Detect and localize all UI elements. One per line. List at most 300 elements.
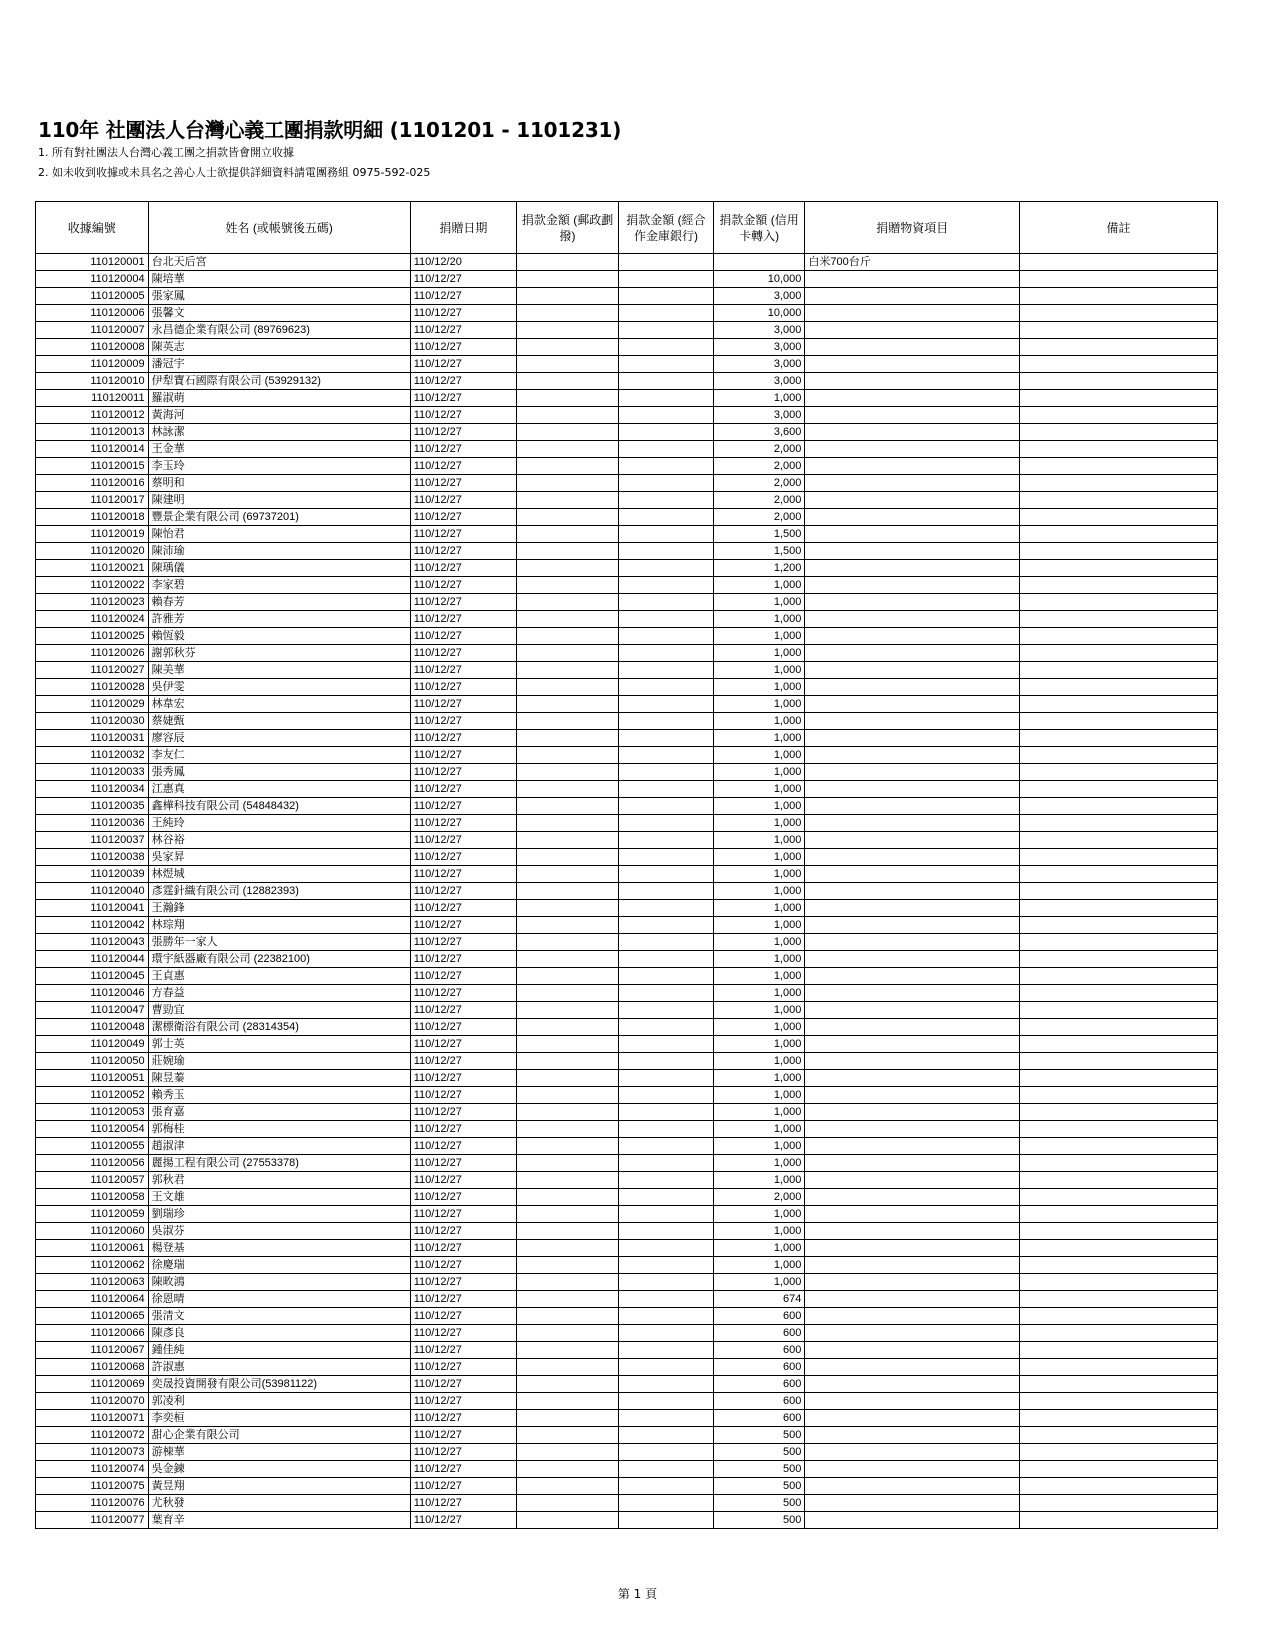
cell-name: 陳瑀儀 xyxy=(148,560,410,577)
header-amount-postal: 捐款金額 (郵政劃撥) xyxy=(516,202,618,254)
cell-remarks xyxy=(1020,1427,1218,1444)
table-row xyxy=(36,628,1218,645)
cell-amount-card: 3,000 xyxy=(713,339,805,356)
cell-remarks xyxy=(1020,1359,1218,1376)
cell-receipt-no: 110120019 xyxy=(36,526,149,543)
cell-amount-card: 1,000 xyxy=(713,849,805,866)
cell-amount-postal xyxy=(516,917,618,934)
table-row xyxy=(36,1325,1218,1342)
cell-date: 110/12/27 xyxy=(410,1359,516,1376)
table-row xyxy=(36,373,1218,390)
cell-date: 110/12/27 xyxy=(410,747,516,764)
cell-remarks xyxy=(1020,577,1218,594)
cell-amount-postal xyxy=(516,322,618,339)
cell-amount-postal xyxy=(516,509,618,526)
cell-amount-bank xyxy=(619,645,714,662)
cell-amount-card: 3,000 xyxy=(713,373,805,390)
table-row xyxy=(36,1240,1218,1257)
cell-date: 110/12/27 xyxy=(410,424,516,441)
cell-amount-bank xyxy=(619,254,714,271)
cell-amount-bank xyxy=(619,1070,714,1087)
table-row xyxy=(36,407,1218,424)
cell-amount-bank xyxy=(619,1478,714,1495)
header-goods: 捐贈物資項目 xyxy=(805,202,1020,254)
table-row xyxy=(36,849,1218,866)
table-row xyxy=(36,1410,1218,1427)
cell-amount-postal xyxy=(516,1478,618,1495)
cell-date: 110/12/27 xyxy=(410,1308,516,1325)
cell-name: 環宇紙器廠有限公司 (22382100) xyxy=(148,951,410,968)
cell-goods xyxy=(805,322,1020,339)
cell-amount-bank xyxy=(619,1257,714,1274)
cell-receipt-no: 110120049 xyxy=(36,1036,149,1053)
cell-date: 110/12/27 xyxy=(410,1257,516,1274)
table-row xyxy=(36,577,1218,594)
cell-name: 伊犁寶石國際有限公司 (53929132) xyxy=(148,373,410,390)
cell-receipt-no: 110120006 xyxy=(36,305,149,322)
table-row xyxy=(36,356,1218,373)
cell-receipt-no: 110120039 xyxy=(36,866,149,883)
table-row xyxy=(36,730,1218,747)
cell-goods xyxy=(805,1002,1020,1019)
cell-date: 110/12/27 xyxy=(410,1087,516,1104)
cell-date: 110/12/27 xyxy=(410,883,516,900)
cell-amount-bank xyxy=(619,1121,714,1138)
cell-amount-card: 500 xyxy=(713,1461,805,1478)
cell-goods: 白米700台斤 xyxy=(805,254,1020,271)
cell-receipt-no: 110120026 xyxy=(36,645,149,662)
cell-amount-bank xyxy=(619,1308,714,1325)
table-row xyxy=(36,764,1218,781)
cell-date: 110/12/27 xyxy=(410,1019,516,1036)
cell-receipt-no: 110120035 xyxy=(36,798,149,815)
cell-amount-bank xyxy=(619,492,714,509)
cell-amount-postal xyxy=(516,781,618,798)
cell-name: 張勝年一家人 xyxy=(148,934,410,951)
cell-name: 徐恩晴 xyxy=(148,1291,410,1308)
cell-date: 110/12/27 xyxy=(410,1138,516,1155)
cell-date: 110/12/27 xyxy=(410,288,516,305)
table-row xyxy=(36,1512,1218,1529)
cell-goods xyxy=(805,1053,1020,1070)
cell-name: 王文雄 xyxy=(148,1189,410,1206)
cell-goods xyxy=(805,662,1020,679)
cell-receipt-no: 110120005 xyxy=(36,288,149,305)
cell-goods xyxy=(805,475,1020,492)
cell-receipt-no: 110120070 xyxy=(36,1393,149,1410)
cell-amount-postal xyxy=(516,1155,618,1172)
cell-amount-card: 1,000 xyxy=(713,951,805,968)
cell-amount-card: 500 xyxy=(713,1427,805,1444)
cell-date: 110/12/27 xyxy=(410,492,516,509)
cell-name: 尤秋發 xyxy=(148,1495,410,1512)
cell-date: 110/12/27 xyxy=(410,543,516,560)
cell-receipt-no: 110120056 xyxy=(36,1155,149,1172)
cell-amount-card: 1,500 xyxy=(713,526,805,543)
table-row xyxy=(36,1376,1218,1393)
table-row xyxy=(36,1172,1218,1189)
cell-receipt-no: 110120036 xyxy=(36,815,149,832)
cell-receipt-no: 110120015 xyxy=(36,458,149,475)
cell-goods xyxy=(805,781,1020,798)
cell-remarks xyxy=(1020,1410,1218,1427)
cell-name: 張育嘉 xyxy=(148,1104,410,1121)
cell-date: 110/12/27 xyxy=(410,339,516,356)
table-row xyxy=(36,1359,1218,1376)
cell-name: 趙淑津 xyxy=(148,1138,410,1155)
cell-amount-postal xyxy=(516,1512,618,1529)
cell-amount-card: 600 xyxy=(713,1410,805,1427)
cell-remarks xyxy=(1020,373,1218,390)
cell-name: 羅淑萌 xyxy=(148,390,410,407)
cell-name: 徐慶瑞 xyxy=(148,1257,410,1274)
cell-amount-postal xyxy=(516,611,618,628)
cell-goods xyxy=(805,441,1020,458)
cell-amount-bank xyxy=(619,611,714,628)
cell-amount-bank xyxy=(619,798,714,815)
cell-remarks xyxy=(1020,441,1218,458)
table-row xyxy=(36,985,1218,1002)
cell-amount-card: 1,000 xyxy=(713,1223,805,1240)
cell-goods xyxy=(805,713,1020,730)
cell-amount-postal xyxy=(516,832,618,849)
cell-remarks xyxy=(1020,934,1218,951)
cell-amount-bank xyxy=(619,339,714,356)
cell-receipt-no: 110120018 xyxy=(36,509,149,526)
cell-amount-bank xyxy=(619,866,714,883)
cell-receipt-no: 110120042 xyxy=(36,917,149,934)
cell-date: 110/12/27 xyxy=(410,900,516,917)
table-row xyxy=(36,781,1218,798)
cell-amount-card: 1,000 xyxy=(713,1019,805,1036)
cell-name: 郭士英 xyxy=(148,1036,410,1053)
cell-amount-postal xyxy=(516,407,618,424)
cell-amount-card: 500 xyxy=(713,1495,805,1512)
cell-amount-bank xyxy=(619,424,714,441)
cell-name: 王瀚鋒 xyxy=(148,900,410,917)
cell-amount-postal xyxy=(516,254,618,271)
table-row xyxy=(36,1053,1218,1070)
cell-amount-bank xyxy=(619,526,714,543)
cell-date: 110/12/27 xyxy=(410,373,516,390)
cell-goods xyxy=(805,543,1020,560)
cell-name: 陳沛瑜 xyxy=(148,543,410,560)
cell-amount-bank xyxy=(619,1053,714,1070)
cell-goods xyxy=(805,1155,1020,1172)
cell-receipt-no: 110120072 xyxy=(36,1427,149,1444)
table-row xyxy=(36,934,1218,951)
cell-name: 吳金鍊 xyxy=(148,1461,410,1478)
table-row xyxy=(36,560,1218,577)
cell-name: 李玉玲 xyxy=(148,458,410,475)
cell-receipt-no: 110120062 xyxy=(36,1257,149,1274)
cell-amount-card: 1,000 xyxy=(713,390,805,407)
cell-amount-postal xyxy=(516,1410,618,1427)
cell-amount-bank xyxy=(619,1274,714,1291)
cell-amount-bank xyxy=(619,356,714,373)
cell-goods xyxy=(805,730,1020,747)
cell-amount-card: 1,000 xyxy=(713,1002,805,1019)
cell-goods xyxy=(805,373,1020,390)
cell-amount-postal xyxy=(516,1019,618,1036)
cell-remarks xyxy=(1020,254,1218,271)
cell-amount-bank xyxy=(619,1325,714,1342)
cell-goods xyxy=(805,764,1020,781)
cell-amount-card: 1,000 xyxy=(713,747,805,764)
cell-remarks xyxy=(1020,900,1218,917)
cell-amount-postal xyxy=(516,764,618,781)
cell-amount-card: 600 xyxy=(713,1393,805,1410)
cell-date: 110/12/27 xyxy=(410,305,516,322)
cell-amount-bank xyxy=(619,1444,714,1461)
table-row xyxy=(36,883,1218,900)
cell-remarks xyxy=(1020,1070,1218,1087)
cell-name: 郭秋君 xyxy=(148,1172,410,1189)
cell-date: 110/12/27 xyxy=(410,713,516,730)
cell-receipt-no: 110120008 xyxy=(36,339,149,356)
cell-amount-postal xyxy=(516,1223,618,1240)
cell-goods xyxy=(805,1087,1020,1104)
cell-amount-bank xyxy=(619,1189,714,1206)
cell-receipt-no: 110120010 xyxy=(36,373,149,390)
cell-name: 李奕桓 xyxy=(148,1410,410,1427)
cell-goods xyxy=(805,1308,1020,1325)
header-remarks: 備註 xyxy=(1020,202,1218,254)
cell-amount-card: 3,000 xyxy=(713,288,805,305)
cell-goods xyxy=(805,1512,1020,1529)
cell-goods xyxy=(805,798,1020,815)
cell-remarks xyxy=(1020,1444,1218,1461)
cell-date: 110/12/27 xyxy=(410,934,516,951)
cell-amount-bank xyxy=(619,1495,714,1512)
cell-amount-postal xyxy=(516,1291,618,1308)
cell-remarks xyxy=(1020,1138,1218,1155)
cell-amount-bank xyxy=(619,815,714,832)
cell-receipt-no: 110120020 xyxy=(36,543,149,560)
cell-date: 110/12/27 xyxy=(410,1376,516,1393)
cell-date: 110/12/27 xyxy=(410,1240,516,1257)
cell-remarks xyxy=(1020,662,1218,679)
cell-remarks xyxy=(1020,1478,1218,1495)
cell-amount-bank xyxy=(619,390,714,407)
cell-amount-card: 10,000 xyxy=(713,271,805,288)
cell-name: 甜心企業有限公司 xyxy=(148,1427,410,1444)
table-row xyxy=(36,1444,1218,1461)
cell-date: 110/12/27 xyxy=(410,628,516,645)
cell-amount-bank xyxy=(619,713,714,730)
cell-date: 110/12/20 xyxy=(410,254,516,271)
cell-amount-bank xyxy=(619,934,714,951)
table-row xyxy=(36,798,1218,815)
cell-goods xyxy=(805,1325,1020,1342)
cell-amount-postal xyxy=(516,645,618,662)
table-body xyxy=(36,254,1218,1529)
cell-amount-postal xyxy=(516,679,618,696)
cell-amount-card: 1,000 xyxy=(713,1155,805,1172)
table-row xyxy=(36,611,1218,628)
cell-receipt-no: 110120057 xyxy=(36,1172,149,1189)
table-row xyxy=(36,951,1218,968)
cell-amount-postal xyxy=(516,305,618,322)
cell-amount-bank xyxy=(619,509,714,526)
cell-amount-postal xyxy=(516,849,618,866)
cell-amount-card: 2,000 xyxy=(713,441,805,458)
cell-date: 110/12/27 xyxy=(410,594,516,611)
cell-receipt-no: 110120044 xyxy=(36,951,149,968)
cell-receipt-no: 110120071 xyxy=(36,1410,149,1427)
cell-date: 110/12/27 xyxy=(410,1189,516,1206)
cell-amount-postal xyxy=(516,390,618,407)
cell-remarks xyxy=(1020,1342,1218,1359)
cell-goods xyxy=(805,1393,1020,1410)
cell-remarks xyxy=(1020,832,1218,849)
cell-amount-postal xyxy=(516,339,618,356)
cell-remarks xyxy=(1020,1104,1218,1121)
table-row xyxy=(36,1019,1218,1036)
cell-amount-postal xyxy=(516,934,618,951)
cell-amount-card: 1,000 xyxy=(713,934,805,951)
cell-receipt-no: 110120023 xyxy=(36,594,149,611)
cell-remarks xyxy=(1020,509,1218,526)
cell-date: 110/12/27 xyxy=(410,322,516,339)
cell-amount-card: 1,000 xyxy=(713,781,805,798)
cell-amount-card: 600 xyxy=(713,1325,805,1342)
cell-name: 林詠潔 xyxy=(148,424,410,441)
table-row xyxy=(36,1291,1218,1308)
cell-goods xyxy=(805,934,1020,951)
cell-date: 110/12/27 xyxy=(410,730,516,747)
cell-amount-bank xyxy=(619,1291,714,1308)
cell-date: 110/12/27 xyxy=(410,645,516,662)
cell-date: 110/12/27 xyxy=(410,1512,516,1529)
cell-amount-bank xyxy=(619,781,714,798)
cell-name: 王金華 xyxy=(148,441,410,458)
cell-receipt-no: 110120068 xyxy=(36,1359,149,1376)
cell-goods xyxy=(805,968,1020,985)
cell-amount-bank xyxy=(619,662,714,679)
cell-amount-postal xyxy=(516,577,618,594)
table-row xyxy=(36,917,1218,934)
page-title: 110年 社團法人台灣心義工團捐款明細 (1101201 - 1101231) xyxy=(38,118,622,142)
cell-amount-card: 1,000 xyxy=(713,696,805,713)
cell-receipt-no: 110120075 xyxy=(36,1478,149,1495)
cell-name: 台北天后宮 xyxy=(148,254,410,271)
cell-amount-bank xyxy=(619,968,714,985)
cell-goods xyxy=(805,985,1020,1002)
cell-amount-card: 1,000 xyxy=(713,917,805,934)
cell-receipt-no: 110120066 xyxy=(36,1325,149,1342)
cell-amount-bank xyxy=(619,1002,714,1019)
cell-name: 賴春芳 xyxy=(148,594,410,611)
cell-amount-postal xyxy=(516,1240,618,1257)
cell-name: 張清文 xyxy=(148,1308,410,1325)
cell-remarks xyxy=(1020,645,1218,662)
cell-date: 110/12/27 xyxy=(410,1495,516,1512)
table-row xyxy=(36,288,1218,305)
cell-receipt-no: 110120022 xyxy=(36,577,149,594)
cell-amount-bank xyxy=(619,985,714,1002)
cell-amount-card: 1,000 xyxy=(713,1070,805,1087)
cell-amount-card: 1,000 xyxy=(713,713,805,730)
cell-name: 楊登基 xyxy=(148,1240,410,1257)
cell-name: 郭凌利 xyxy=(148,1393,410,1410)
cell-remarks xyxy=(1020,1019,1218,1036)
cell-name: 謝郭秋芬 xyxy=(148,645,410,662)
cell-remarks xyxy=(1020,322,1218,339)
cell-receipt-no: 110120033 xyxy=(36,764,149,781)
cell-goods xyxy=(805,305,1020,322)
cell-amount-postal xyxy=(516,713,618,730)
cell-remarks xyxy=(1020,628,1218,645)
cell-amount-card: 1,000 xyxy=(713,798,805,815)
cell-receipt-no: 110120043 xyxy=(36,934,149,951)
cell-remarks xyxy=(1020,1223,1218,1240)
cell-name: 潘冠宇 xyxy=(148,356,410,373)
table-row xyxy=(36,1155,1218,1172)
page-number: 第 1 頁 xyxy=(617,1587,658,1601)
cell-amount-bank xyxy=(619,475,714,492)
cell-goods xyxy=(805,1478,1020,1495)
cell-remarks xyxy=(1020,1189,1218,1206)
cell-amount-postal xyxy=(516,1376,618,1393)
cell-date: 110/12/27 xyxy=(410,611,516,628)
cell-goods xyxy=(805,1342,1020,1359)
cell-amount-card: 1,000 xyxy=(713,679,805,696)
cell-amount-card: 600 xyxy=(713,1376,805,1393)
cell-remarks xyxy=(1020,1512,1218,1529)
table-row xyxy=(36,645,1218,662)
cell-receipt-no: 110120050 xyxy=(36,1053,149,1070)
cell-receipt-no: 110120052 xyxy=(36,1087,149,1104)
cell-receipt-no: 110120053 xyxy=(36,1104,149,1121)
table-row xyxy=(36,254,1218,271)
cell-remarks xyxy=(1020,424,1218,441)
table-row xyxy=(36,271,1218,288)
table-row xyxy=(36,815,1218,832)
cell-remarks xyxy=(1020,271,1218,288)
cell-receipt-no: 110120041 xyxy=(36,900,149,917)
cell-amount-postal xyxy=(516,492,618,509)
cell-receipt-no: 110120013 xyxy=(36,424,149,441)
cell-amount-bank xyxy=(619,849,714,866)
cell-goods xyxy=(805,424,1020,441)
cell-date: 110/12/27 xyxy=(410,1410,516,1427)
table-row xyxy=(36,1495,1218,1512)
cell-amount-bank xyxy=(619,305,714,322)
table-row xyxy=(36,747,1218,764)
cell-name: 陳建明 xyxy=(148,492,410,509)
cell-name: 李友仁 xyxy=(148,747,410,764)
cell-receipt-no: 110120025 xyxy=(36,628,149,645)
cell-remarks xyxy=(1020,1308,1218,1325)
cell-amount-postal xyxy=(516,288,618,305)
cell-remarks xyxy=(1020,1053,1218,1070)
cell-amount-bank xyxy=(619,1359,714,1376)
cell-name: 郭梅桂 xyxy=(148,1121,410,1138)
cell-amount-card: 1,000 xyxy=(713,628,805,645)
cell-receipt-no: 110120069 xyxy=(36,1376,149,1393)
table-row xyxy=(36,1087,1218,1104)
cell-date: 110/12/27 xyxy=(410,1070,516,1087)
cell-remarks xyxy=(1020,560,1218,577)
cell-date: 110/12/27 xyxy=(410,1206,516,1223)
cell-amount-bank xyxy=(619,407,714,424)
cell-date: 110/12/27 xyxy=(410,577,516,594)
cell-goods xyxy=(805,1240,1020,1257)
table-row xyxy=(36,713,1218,730)
cell-date: 110/12/27 xyxy=(410,917,516,934)
cell-amount-card: 1,000 xyxy=(713,1274,805,1291)
